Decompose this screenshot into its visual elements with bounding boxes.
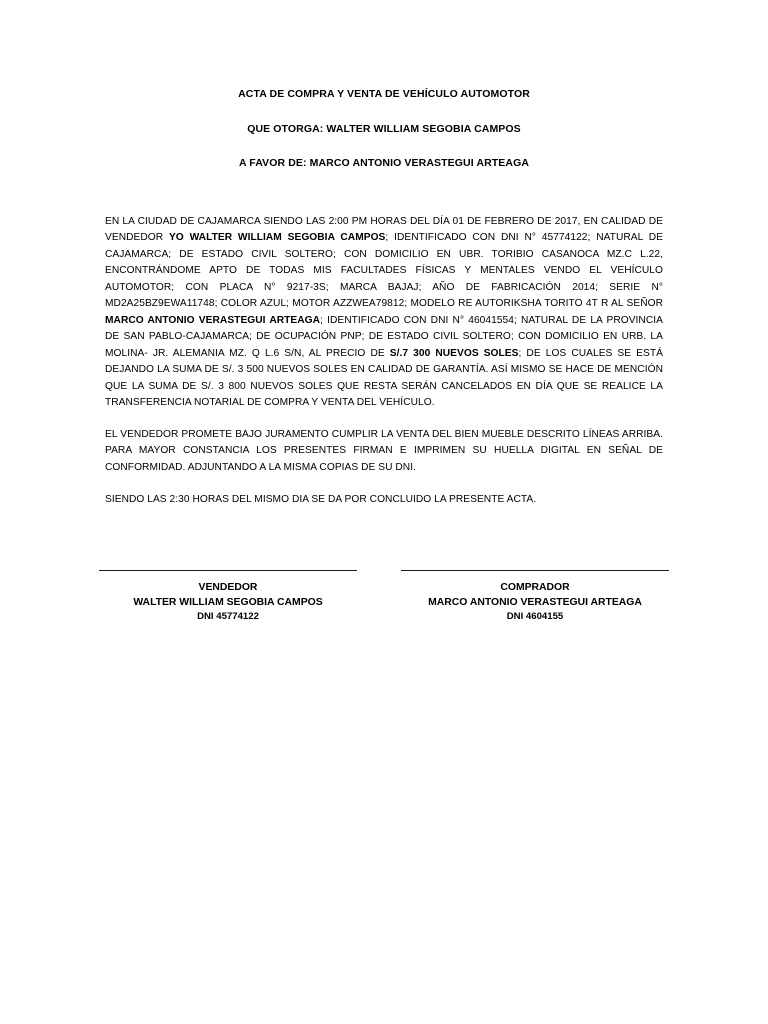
signature-block bbox=[99, 508, 669, 624]
price-amount-inline: S/.7 300 NUEVOS SOLES bbox=[389, 347, 519, 359]
signature-column-seller bbox=[99, 570, 357, 624]
main-text-segment-2: ; IDENTIFICADO CON DNI N° 45774122; NATURAL DE CAJAMARCA; DE ESTADO CIVIL SOLTERO; CON DOMICILIO EN UBR. TORIBIO CASANOCA MZ.C L.22, ENCONTRÁNDOME APTO DE TODAS MIS FACULTADES FÍSICAS Y MENTALES VENDO EL VEHÍCULO AUTOMOTOR; CON PLACA N° 9217-3S; MARCA BAJAJ; AÑO DE FABRICACIÓN 2014; SERIE N° MD2A25BZ9EWA11748; COLOR AZUL; MOTOR AZZWEA79812; MODELO RE AUTORIKSHA TORITO 4T R AL SEÑOR bbox=[105, 232, 664, 310]
document-grantor-line: QUE OTORGA: WALTER WILLIAM SEGOBIA CAMPOS bbox=[247, 122, 521, 135]
main-text-segment-1: EN LA CIUDAD DE CAJAMARCA SIENDO LAS 2:00 PM HORAS DEL DÍA 01 DE FEBRERO DE 2017, EN CALIDAD DE VENDEDOR bbox=[105, 215, 663, 244]
signature-dni-buyer: DNI 4604155 bbox=[506, 611, 564, 623]
signature-column-buyer bbox=[401, 570, 669, 624]
signature-name-buyer: MARCO ANTONIO VERASTEGUI ARTEAGA bbox=[428, 597, 642, 609]
signature-dni-seller: DNI 45774122 bbox=[197, 611, 259, 623]
document-heading-block bbox=[0, 0, 768, 170]
signature-role-seller: VENDEDOR bbox=[198, 582, 258, 594]
signature-name-seller: WALTER WILLIAM SEGOBIA CAMPOS bbox=[133, 597, 323, 609]
paragraph-closing-time: SIENDO LAS 2:30 HORAS DEL MISMO DIA SE DA POR CONCLUIDO LA PRESENTE ACTA. bbox=[105, 493, 537, 505]
document-beneficiary-line: A FAVOR DE: MARCO ANTONIO VERASTEGUI ARTEAGA bbox=[238, 157, 530, 170]
paragraph-seller-promise: EL VENDEDOR PROMETE BAJO JURAMENTO CUMPLIR LA VENTA DEL BIEN MUEBLE DESCRITO LÍNEAS ARRIBA. PARA MAYOR CONSTANCIA LOS PRESENTES FIRMAN E IMPRIMEN SU HUELLA DIGITAL EN SEÑAL DE CONFORMIDAD. ADJUNTANDO A LA MISMA COPIAS DE SU DNI. bbox=[105, 428, 663, 473]
document-title: ACTA DE COMPRA Y VENTA DE VEHÍCULO AUTOMOTOR bbox=[238, 88, 530, 100]
main-text-segment-3: ; IDENTIFICADO CON DNI N° 46041554; NATURAL DE LA PROVINCIA DE SAN PABLO-CAJAMARCA; DE OCUPACIÓN PNP; DE ESTADO CIVIL SOLTERO; CON DOMICILIO EN URB. LA MOLINA- JR. ALEMANIA MZ. Q L.6 S/N, AL PRECIO DE bbox=[105, 314, 663, 359]
seller-name-inline: YO WALTER WILLIAM SEGOBIA CAMPOS bbox=[168, 232, 386, 244]
document-body bbox=[105, 170, 663, 508]
buyer-name-inline: MARCO ANTONIO VERASTEGUI ARTEAGA bbox=[105, 314, 321, 326]
paragraph-main-terms bbox=[105, 214, 663, 412]
signature-line-buyer bbox=[401, 570, 669, 571]
main-text-segment-4: ; DE LOS CUALES SE ESTÁ DEJANDO LA SUMA DE S/. 3 500 NUEVOS SOLES EN CALIDAD DE GARANTÍA. ASÍ MISMO SE HACE DE MENCIÓN QUE LA SUMA DE S/. 3 800 NUEVOS SOLES QUE RESTA SERÁN CANCELADOS EN DÍA QUE SE REALICE LA TRANSFERENCIA NOTARIAL DE COMPRA Y VENTA DEL VEHÍCULO. bbox=[105, 347, 663, 409]
signature-line-seller bbox=[99, 570, 357, 571]
signature-role-buyer: COMPRADOR bbox=[500, 582, 570, 594]
